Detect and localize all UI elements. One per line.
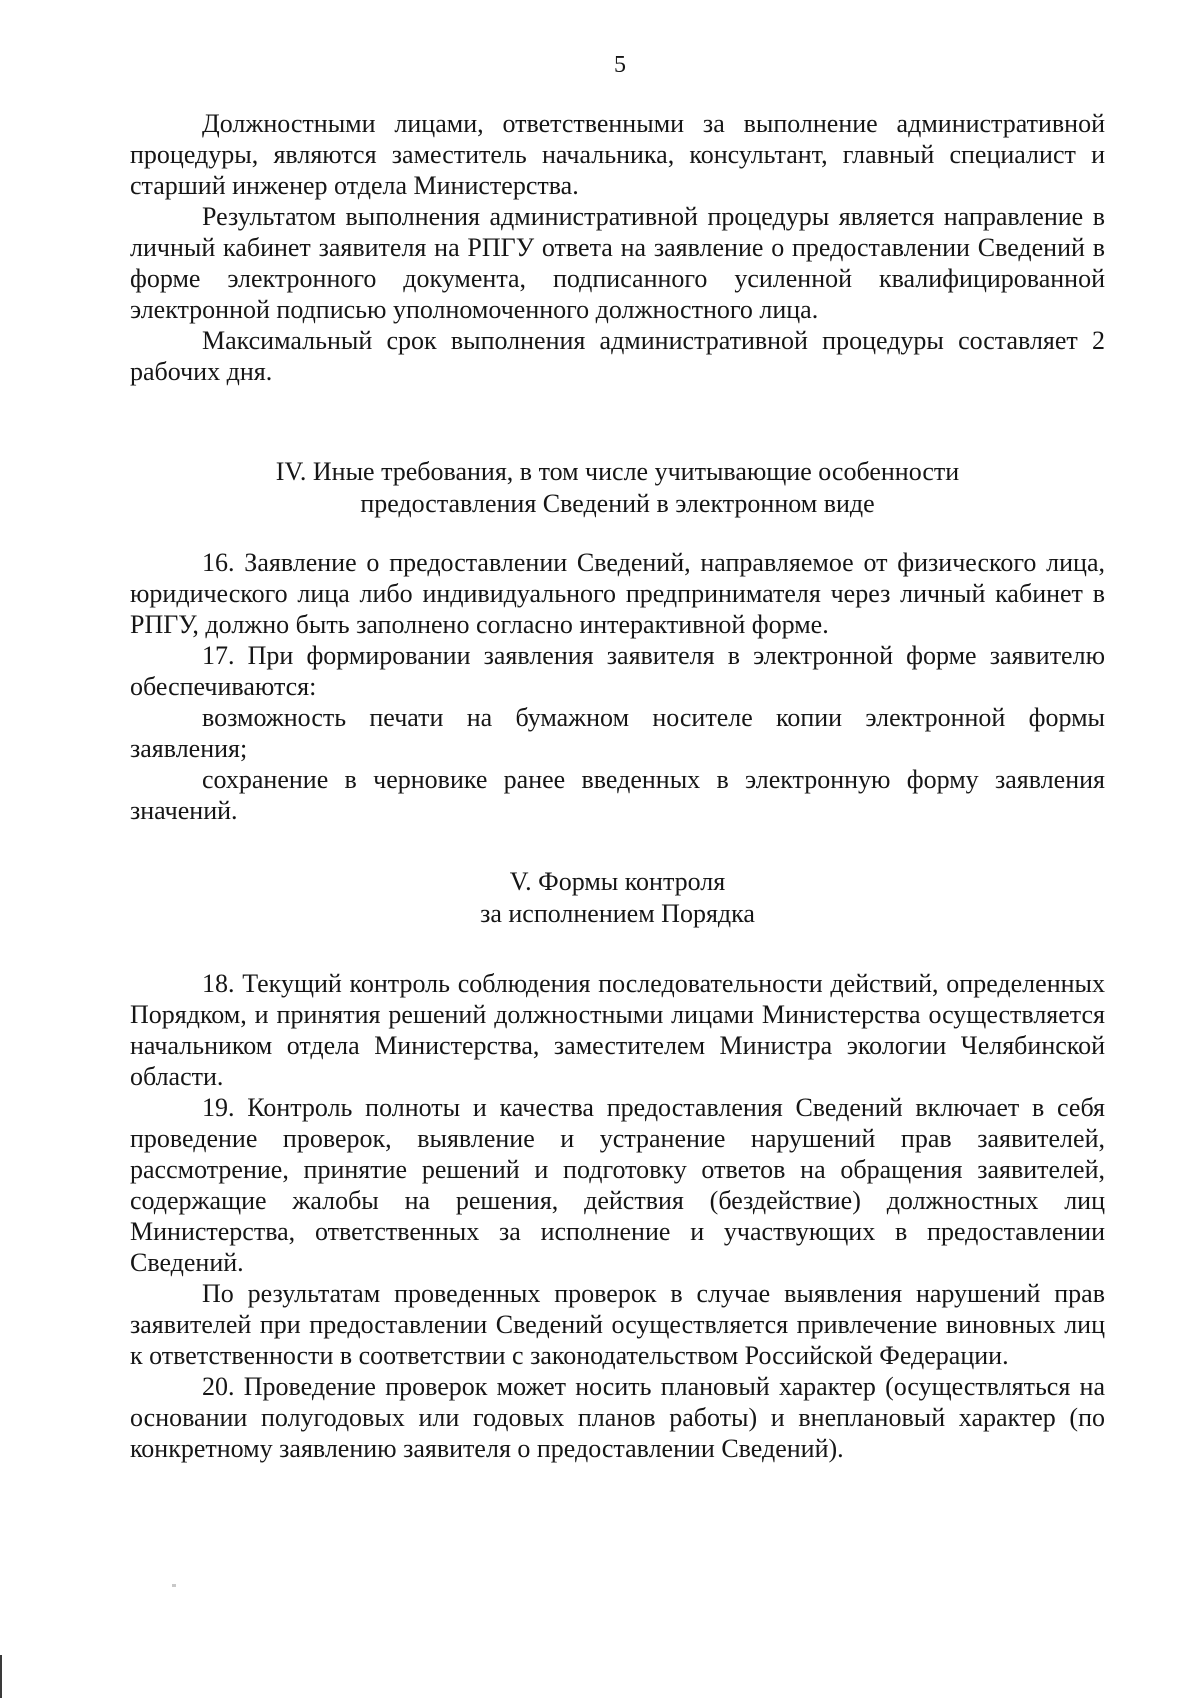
section-heading-iv-line-2: предоставления Сведений в электронном виде [360, 489, 875, 518]
paragraph-violations-liability: По результатам проведенных проверок в случае выявления нарушений прав заявителей при предоставлении Сведений осуществляется привлечение виновных лиц к ответственности в соответствии с законодательством Российской Федерации. [130, 1279, 1105, 1370]
section-heading-iv [130, 456, 1105, 520]
paragraph-17: 17. При формировании заявления заявителя в электронной форме заявителю обеспечиваются: [130, 641, 1105, 701]
section-heading-v-line-2: за исполнением Порядка [480, 899, 755, 928]
paragraph-responsible-officials: Должностными лицами, ответственными за выполнение административной процедуры, являются заместитель начальника, консультант, главный специалист и старший инженер отдела Министерства. [130, 109, 1105, 200]
section-v-text-block [130, 968, 1105, 1464]
paragraph-20: 20. Проведение проверок может носить плановый характер (осуществляться на основании полугодовых или годовых планов работы) и внеплановый характер (по конкретному заявлению заявителя о предоставлении Сведений). [130, 1372, 1105, 1463]
scan-edge-mark [0, 1655, 2, 1698]
paragraph-max-duration: Максимальный срок выполнения административной процедуры составляет 2 рабочих дня. [130, 326, 1105, 386]
paragraph-procedure-result: Результатом выполнения административной процедуры является направление в личный кабинет заявителя на РПГУ ответа на заявление о предоставлении Сведений в форме электронного документа, подписанного усиленной квалифицированной электронной подписью уполномоченного должностного лица. [130, 202, 1105, 324]
section-iv-text-block [130, 547, 1105, 826]
section-heading-v [130, 866, 1105, 930]
paragraph-17-draft-option: сохранение в черновике ранее введенных в электронную форму заявления значений. [130, 765, 1105, 825]
section-heading-v-line-1: V. Формы контроля [509, 867, 726, 896]
page-number: 5 [614, 52, 626, 78]
intro-text-block [130, 108, 1105, 387]
paragraph-16: 16. Заявление о предоставлении Сведений, направляемое от физического лица, юридического лица либо индивидуального предпринимателя через личный кабинет в РПГУ, должно быть заполнено согласно интерактивной форме. [130, 548, 1105, 639]
paragraph-19: 19. Контроль полноты и качества предоставления Сведений включает в себя проведение проверок, выявление и устранение нарушений прав заявителей, рассмотрение, принятие решений и подготовку ответов на обращения заявителей, содержащие жалобы на решения, действия (бездействие) должностных лиц Министерства, ответственных за исполнение и участвующих в предоставлении Сведений. [130, 1093, 1105, 1277]
paragraph-18: 18. Текущий контроль соблюдения последовательности действий, определенных Порядком, и принятия решений должностными лицами Министерства осуществляется начальником отдела Министерства, заместителем Министра экологии Челябинской области. [130, 969, 1105, 1091]
section-heading-iv-line-1: IV. Иные требования, в том числе учитывающие особенности [275, 457, 960, 486]
paragraph-17-print-option: возможность печати на бумажном носителе копии электронной формы заявления; [130, 703, 1105, 763]
scan-artifact [172, 1584, 176, 1587]
